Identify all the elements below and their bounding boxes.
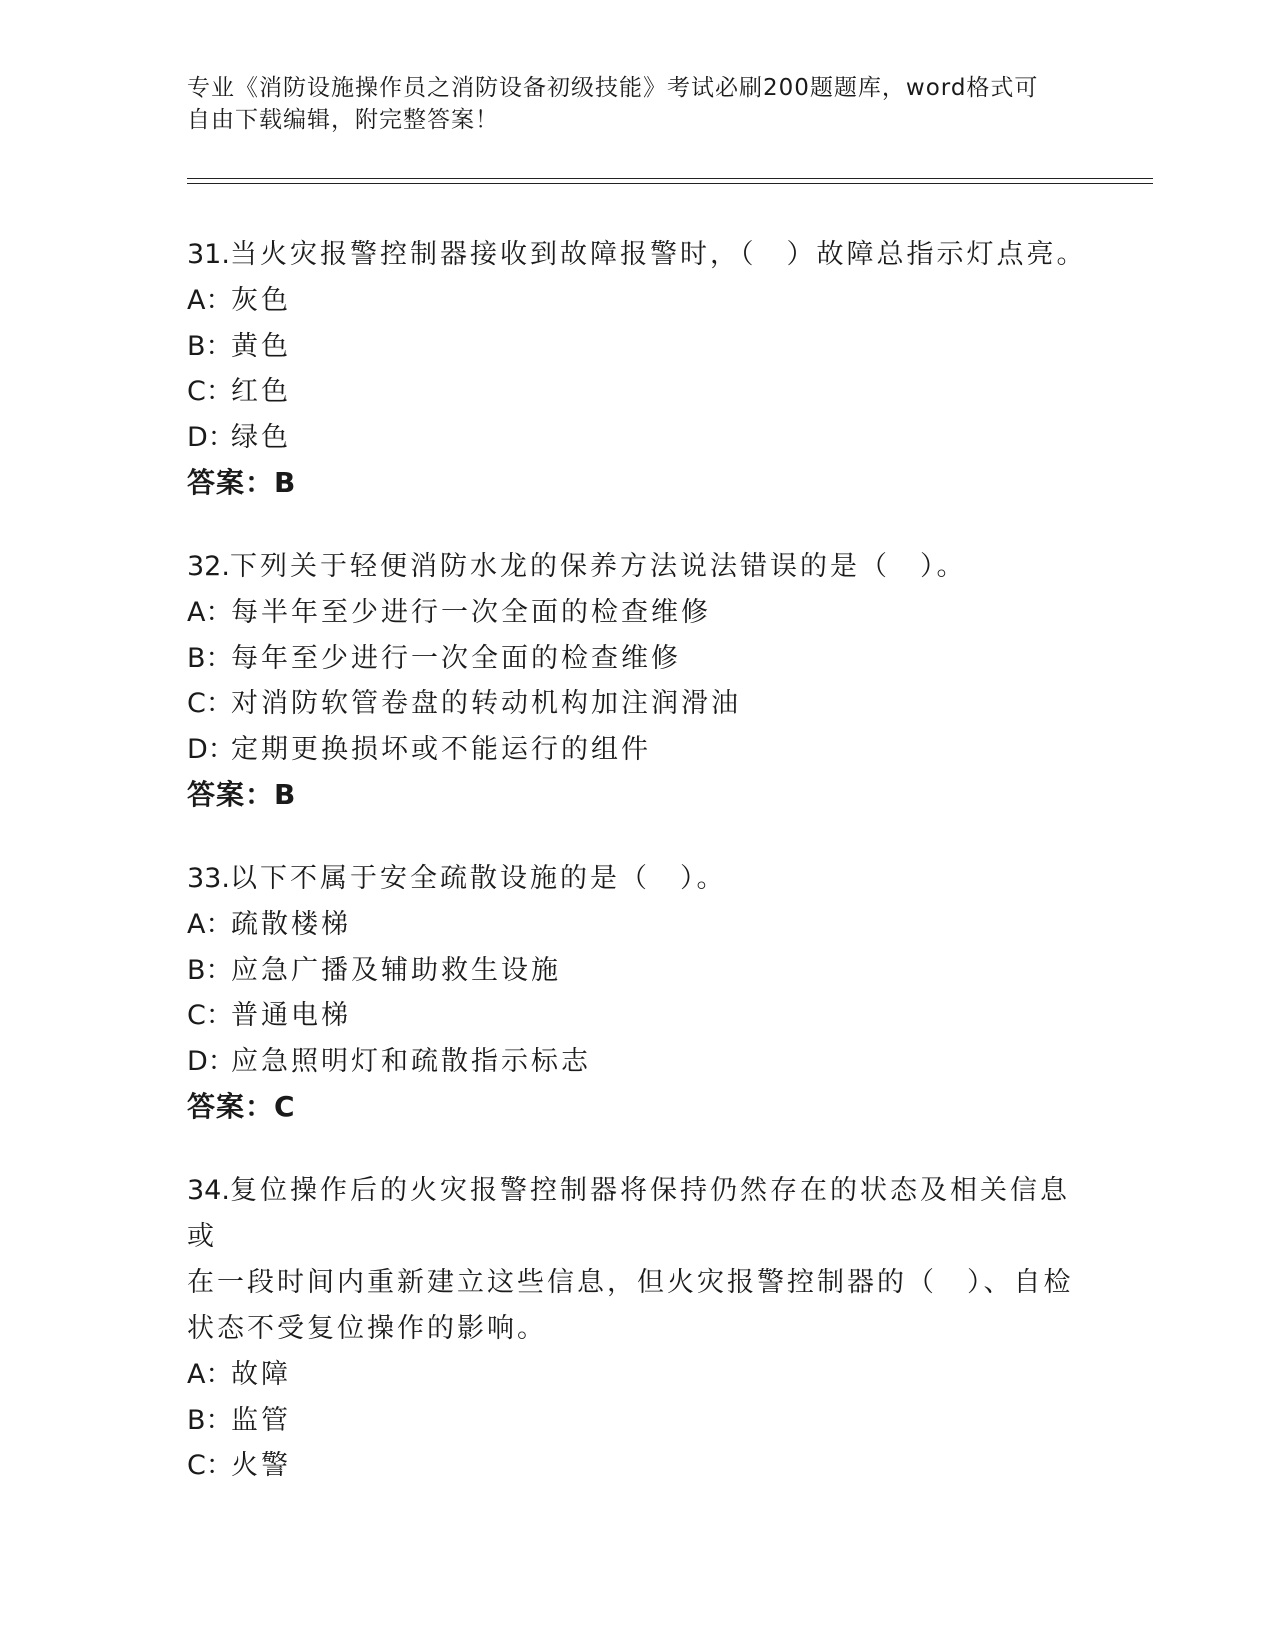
- option-text: 黄色: [231, 330, 291, 362]
- option-a: [187, 278, 1087, 324]
- question-33: [187, 856, 1087, 1130]
- question-list: [187, 232, 1087, 1527]
- option-key: D：: [187, 733, 235, 765]
- option-text: 对消防软管卷盘的转动机构加注润滑油: [231, 688, 741, 719]
- header-line-2: 自由下载编辑，附完整答案！: [187, 107, 499, 133]
- option-b: [187, 324, 1087, 370]
- question-number: 32.: [187, 551, 230, 582]
- option-c: [187, 993, 1087, 1039]
- option-key: B：: [187, 954, 233, 986]
- option-text: 火警: [231, 1450, 291, 1481]
- question-text: 当火灾报警控制器接收到故障报警时，（ ）故障总指示灯点亮。: [229, 239, 1087, 270]
- question-34: [187, 1168, 1087, 1489]
- option-text: 红色: [231, 376, 291, 407]
- question-number: 33.: [187, 863, 230, 894]
- option-key: B：: [187, 1404, 233, 1436]
- option-a: [187, 902, 1087, 948]
- option-d: [187, 1039, 1087, 1085]
- question-text: 下列关于轻便消防水龙的保养方法说法错误的是（ ）。: [229, 551, 967, 582]
- question-number: 31.: [187, 239, 230, 270]
- document-header: [187, 72, 1067, 136]
- option-text: 绿色: [231, 421, 291, 453]
- question-stem: [187, 232, 1087, 278]
- header-divider-bottom: [187, 183, 1153, 184]
- option-key: C：: [187, 1450, 233, 1481]
- answer: 答案：B: [187, 466, 297, 499]
- option-text: 故障: [231, 1359, 291, 1390]
- option-text: 普通电梯: [231, 1000, 351, 1031]
- option-key: A：: [187, 285, 233, 316]
- question-stem: [187, 544, 1087, 590]
- option-a: [187, 1352, 1087, 1398]
- option-b: [187, 948, 1087, 994]
- option-c: [187, 681, 1087, 727]
- question-text-line-2: 在一段时间内重新建立这些信息，但火灾报警控制器的（ ）、自检: [187, 1267, 1074, 1298]
- question-stem: [187, 856, 1087, 902]
- option-text: 监管: [231, 1404, 291, 1436]
- header-line-1: 专业《消防设施操作员之消防设备初级技能》考试必刷200题题库，word格式可: [187, 75, 1039, 101]
- option-key: B：: [187, 642, 233, 674]
- question-text-line-1: 复位操作后的火灾报警控制器将保持仍然存在的状态及相关信息或: [187, 1175, 1070, 1252]
- option-c: [187, 369, 1087, 415]
- question-text: 以下不属于安全疏散设施的是（ ）。: [229, 863, 727, 894]
- option-key: C：: [187, 1000, 233, 1031]
- option-text: 每年至少进行一次全面的检查维修: [231, 642, 681, 674]
- option-a: [187, 590, 1087, 636]
- option-b: [187, 636, 1087, 682]
- option-text: 应急照明灯和疏散指示标志: [231, 1045, 591, 1077]
- option-text: 灰色: [231, 285, 291, 316]
- question-number: 34.: [187, 1175, 230, 1206]
- answer: 答案：C: [187, 1090, 296, 1123]
- option-text: 疏散楼梯: [231, 909, 351, 940]
- option-key: A：: [187, 597, 233, 628]
- header-divider-top: [187, 178, 1153, 179]
- answer: 答案：B: [187, 778, 297, 811]
- option-d: [187, 415, 1087, 461]
- option-key: D：: [187, 1045, 235, 1077]
- option-key: C：: [187, 376, 233, 407]
- option-key: A：: [187, 909, 233, 940]
- question-text-line-3: 状态不受复位操作的影响。: [187, 1313, 547, 1344]
- question-32: [187, 544, 1087, 818]
- option-text: 应急广播及辅助救生设施: [231, 954, 561, 986]
- option-key: D：: [187, 421, 235, 453]
- question-stem: [187, 1168, 1087, 1260]
- option-text: 定期更换损坏或不能运行的组件: [231, 733, 651, 765]
- option-key: C：: [187, 688, 233, 719]
- option-key: A：: [187, 1359, 233, 1390]
- question-31: [187, 232, 1087, 506]
- option-key: B：: [187, 330, 233, 362]
- option-b: [187, 1398, 1087, 1444]
- option-c: [187, 1443, 1087, 1489]
- option-d: [187, 727, 1087, 773]
- option-text: 每半年至少进行一次全面的检查维修: [231, 597, 711, 628]
